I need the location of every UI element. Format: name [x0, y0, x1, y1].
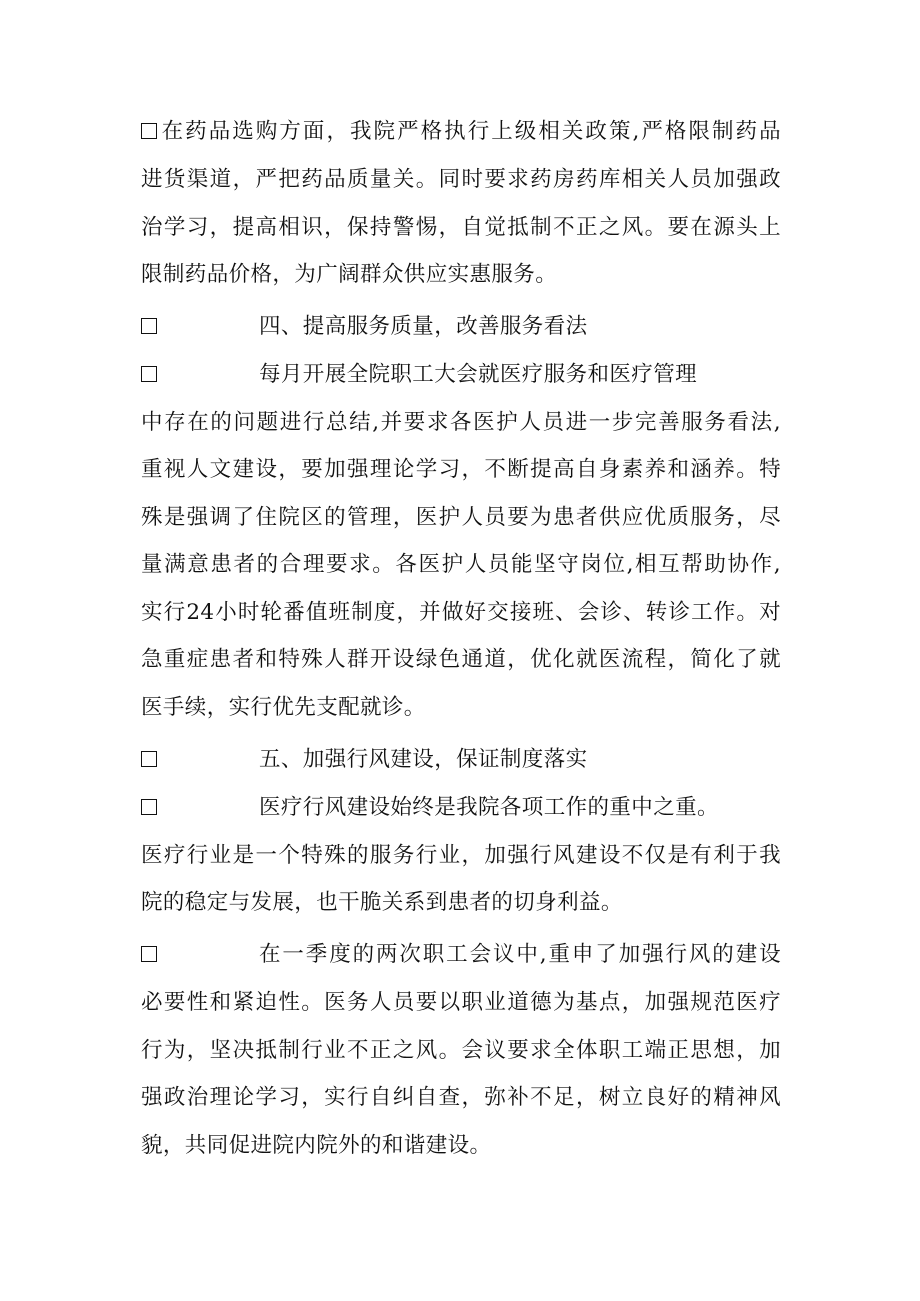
- paragraph-line: 在一季度的两次职工会议中,重申了加强行风的建设: [141, 939, 781, 973]
- paragraph-line: 殊是强调了住院区的管理，医护人员要为患者供应优质服务，尽: [141, 505, 781, 530]
- checkbox-bullet-icon: [141, 799, 157, 815]
- paragraph-line: 院的稳定与发展，也干脆关系到患者的切身利益。: [141, 890, 623, 915]
- paragraph-line: 中存在的问题进行总结,并要求各医护人员进一步完善服务看法,: [141, 410, 781, 435]
- paragraph-line: 治学习，提高相识，保持警惕，自觉抵制不正之风。要在源头上: [141, 215, 781, 240]
- paragraph-line: 在药品选购方面，我院严格执行上级相关政策,严格限制药品: [141, 116, 781, 150]
- paragraph-line: 必要性和紧迫性。医务人员要以职业道德为基点，加强规范医疗: [141, 990, 781, 1015]
- paragraph-line: 限制药品价格，为广阔群众供应实惠服务。: [141, 262, 558, 287]
- paragraph-line: 重视人文建设，要加强理论学习，不断提高自身素养和涵养。特: [141, 457, 781, 482]
- paragraph-line: 急重症患者和特殊人群开设绿色通道，优化就医流程，简化了就: [141, 647, 781, 672]
- paragraph-line: 医手续，实行优先支配就诊。: [141, 695, 426, 720]
- checkbox-bullet-icon: [141, 123, 157, 139]
- paragraph-line: 每月开展全院职工大会就医疗服务和医疗管理: [141, 359, 781, 393]
- checkbox-bullet-icon: [141, 751, 157, 767]
- section-heading-4: 四、提高服务质量，改善服务看法: [141, 311, 781, 345]
- section-heading-5: 五、加强行风建设，保证制度落实: [141, 744, 781, 778]
- paragraph-line: 医疗行风建设始终是我院各项工作的重中之重。: [141, 792, 781, 826]
- checkbox-bullet-icon: [141, 366, 157, 382]
- paragraph-line: 进货渠道，严把药品质量关。同时要求药房药库相关人员加强政: [141, 167, 781, 192]
- paragraph-line: 实行24小时轮番值班制度，并做好交接班、会诊、转诊工作。对: [141, 600, 781, 625]
- paragraph-line: 医疗行业是一个特殊的服务行业，加强行风建设不仅是有利于我: [141, 843, 781, 868]
- checkbox-bullet-icon: [141, 946, 157, 962]
- paragraph-line: 强政治理论学习，实行自纠自查，弥补不足，树立良好的精神风: [141, 1085, 781, 1110]
- checkbox-bullet-icon: [141, 318, 157, 334]
- paragraph-line: 量满意患者的合理要求。各医护人员能坚守岗位,相互帮助协作,: [141, 552, 781, 577]
- paragraph-line: 貌，共同促进院内院外的和谐建设。: [141, 1133, 492, 1158]
- paragraph-line: 行为，坚决抵制行业不正之风。会议要求全体职工端正思想，加: [141, 1038, 781, 1063]
